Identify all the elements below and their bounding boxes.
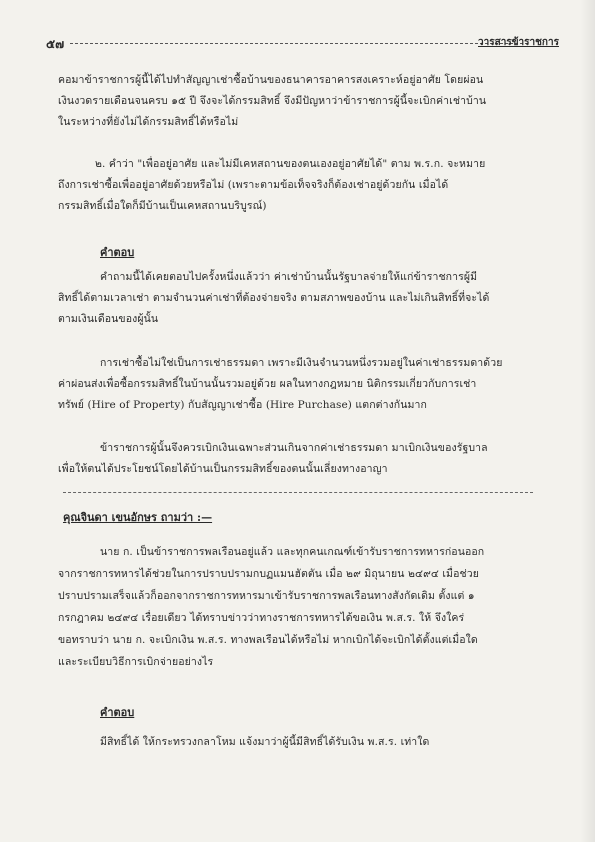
text-line: และระเบียบวิธีการเบิกจ่ายอย่างไร xyxy=(58,656,214,668)
section-divider xyxy=(63,492,533,493)
page-number: ๕๗ xyxy=(46,37,65,51)
text-line: มีสิทธิ์ได้ ให้กระทรวงกลาโหม แจ้งมาว่าผู้นี้มีสิทธิ์ได้รับเงิน พ.ส.ร. เท่าใด xyxy=(100,736,430,748)
text-line: คำถามนี้ได้เคยตอบไปครั้งหนึ่งแล้วว่า ค่าเช่าบ้านนั้นรัฐบาลจ่ายให้แก่ข้าราชการผู้มี xyxy=(100,271,478,283)
running-title: วารสารข้าราชการ xyxy=(478,37,559,48)
text-line: การเช่าซื้อไม่ใช่เป็นการเช่าธรรมดา เพราะมีเงินจำนวนหนึ่งรวมอยู่ในค่าเช่าธรรมดาด้วย xyxy=(100,357,503,369)
text-line: ทรัพย์ (Hire of Property) กับสัญญาเช่าซื้อ (Hire Purchase) แตกต่างกันมาก xyxy=(58,399,428,411)
text-line: เพื่อให้ตนได้ประโยชน์โดยได้บ้านเป็นกรรมสิทธิ์ของตนนั้นเลี่ยงทางอาญา xyxy=(58,463,388,475)
text-line: จากราชการทหารได้ช่วยในการปราบปรามกบฏแมนฮัตตัน เมื่อ ๒๙ มิถุนายน ๒๔๙๔ เมื่อช่วย xyxy=(58,568,479,580)
text-line: เงินงวดรายเดือนจนครบ ๑๕ ปี จึงจะได้กรรมสิทธิ์ จึงมีปัญหาว่าข้าราชการผู้นี้จะเบิกค่าเช่าบ้าน xyxy=(58,95,487,107)
section-label: คำตอบ xyxy=(100,706,135,719)
text-line: กรกฎาคม ๒๔๙๔ เรื่อยเดียว ได้ทราบข่าวว่าทางราชการทหารได้ขอเงิน พ.ส.ร. ให้ จึงใคร่ xyxy=(58,612,465,624)
page-shadow xyxy=(580,0,595,842)
text-line: คอมาข้าราชการผู้นี้ได้ไปทำสัญญาเช่าซื้อบ้านของธนาคารอาคารสงเคราะห์อยู่อาศัย โดยผ่อน xyxy=(58,74,484,86)
text-line: กรรมสิทธิ์เมื่อใดก็มีบ้านเป็นเคหสถานบริบูรณ์) xyxy=(58,200,267,212)
section-label: คุณจินดา เขนอักษร ถามว่า :— xyxy=(63,511,213,524)
text-line: สิทธิ์ได้ตามเวลาเช่า ตามจำนวนค่าเช่าที่ต้องจ่ายจริง ตามสภาพของบ้าน และไม่เกินสิทธิ์ที่จะได้ xyxy=(58,292,490,304)
text-line: ๒. คำว่า "เพื่ออยู่อาศัย และไม่มีเคหสถานของตนเองอยู่อาศัยได้" ตาม พ.ร.ก. จะหมาย xyxy=(95,158,486,170)
section-label: คำตอบ xyxy=(100,246,135,259)
text-line: ถึงการเช่าซื้อเพื่ออยู่อาศัยด้วยหรือไม่ (เพราะตามข้อเท็จจริงก็ต้องเช่าอยู่ด้วยกัน เมื่อได้ xyxy=(58,179,449,191)
text-line: ปราบปรามเสร็จแล้วก็ออกจากราชการทหารมาเข้ารับราชการพลเรือนทางสังกัดเดิม ตั้งแต่ ๑ xyxy=(58,590,475,602)
text-line: ตามเงินเดือนของผู้นั้น xyxy=(58,313,159,325)
text-line: ข้าราชการผู้นั้นจึงควรเบิกเงินเฉพาะส่วนเกินจากค่าเช่าธรรมดา มาเบิกเงินของรัฐบาล xyxy=(100,442,488,454)
text-line: ขอทราบว่า นาย ก. จะเบิกเงิน พ.ส.ร. ทางพลเรือนได้หรือไม่ หากเบิกได้จะเบิกได้ตั้งแต่เมื่อใด xyxy=(58,634,478,646)
header-rule xyxy=(70,43,528,44)
text-line: นาย ก. เป็นข้าราชการพลเรือนอยู่แล้ว และทุกคนเกณฑ์เข้ารับราชการทหารก่อนออก xyxy=(100,546,485,558)
text-line: ค่าผ่อนส่งเพื่อซื้อกรรมสิทธิ์ในบ้านนั้นรวมอยู่ด้วย ผลในทางกฎหมาย นิติกรรมเกี่ยวกับการเช่า xyxy=(58,378,477,390)
text-line: ในระหว่างที่ยังไม่ได้กรรมสิทธิ์ได้หรือไม่ xyxy=(58,116,239,128)
